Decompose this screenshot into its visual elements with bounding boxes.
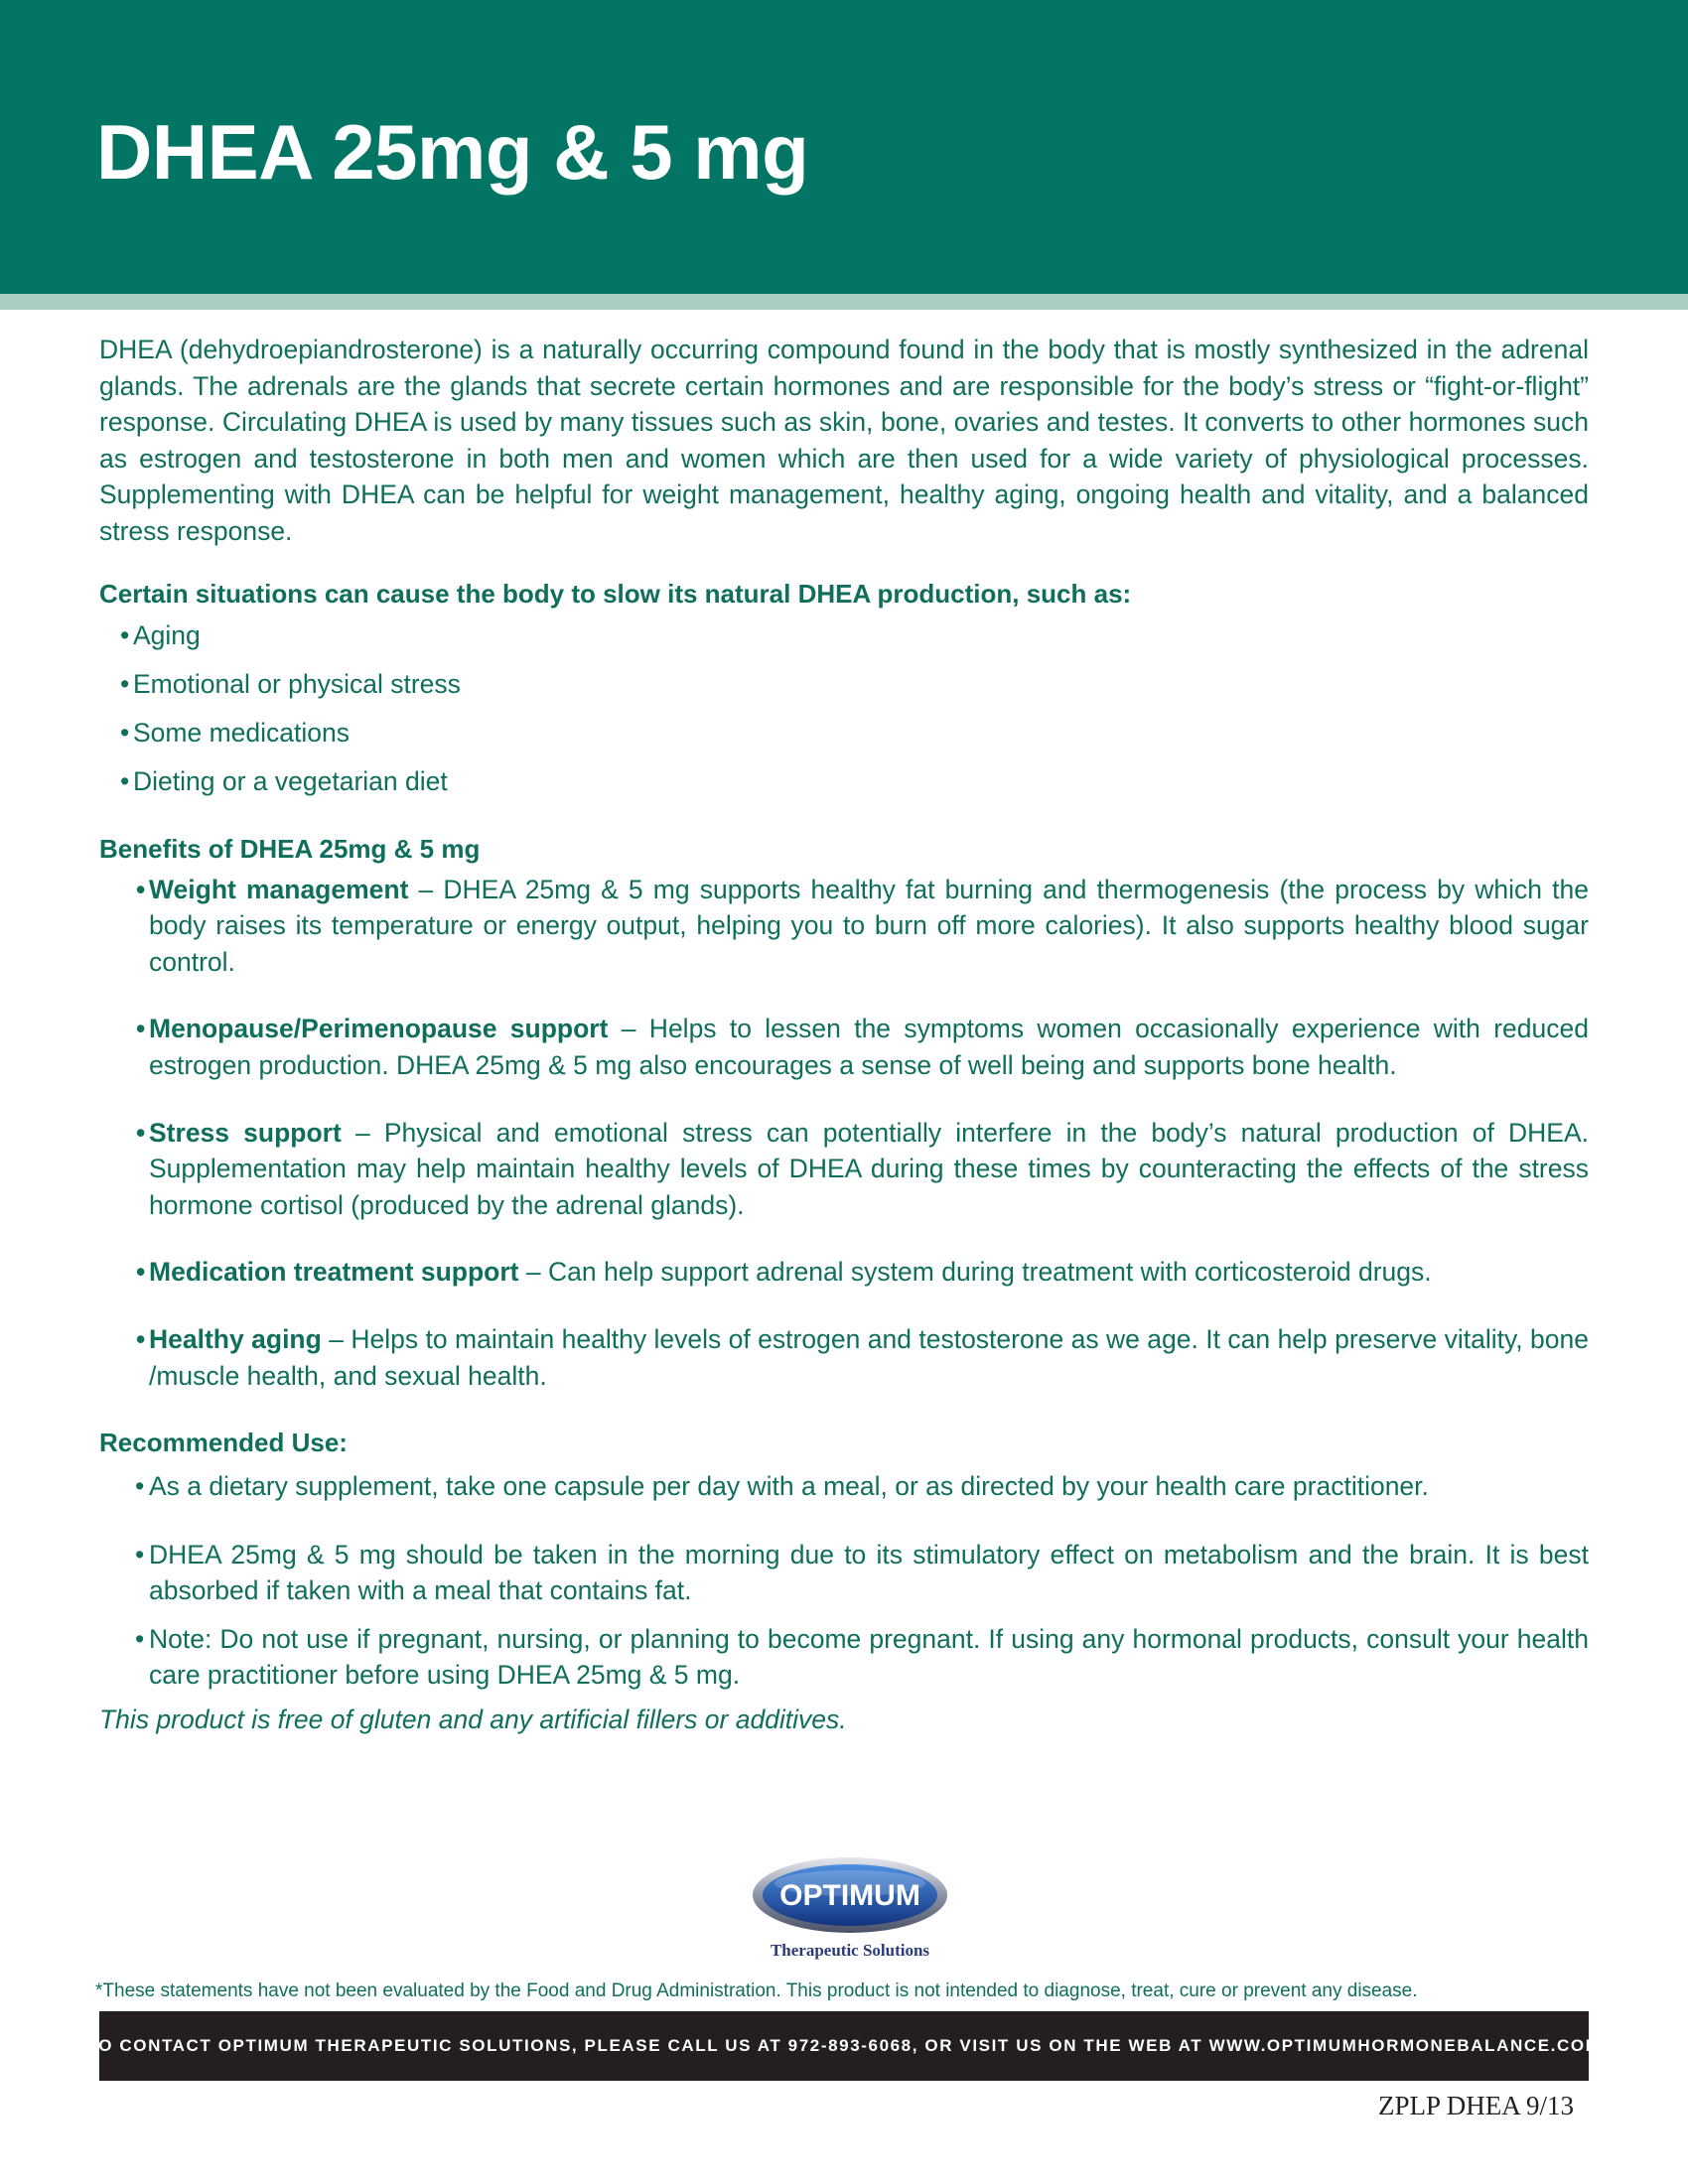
free-note: This product is free of gluten and any artificial fillers or additives.	[99, 1705, 847, 1735]
benefit-text: – Physical and emotional stress can potentially interfere in the body’s natural production of DHEA. Supplementation may help maintain healthy levels of DHEA during these times by counteracting the effects of the stress hormone cortisol (produced by the adrenal glands).	[149, 1117, 1590, 1220]
document-code: ZPLP DHEA 9/13	[1377, 2091, 1574, 2120]
benefit-text: – DHEA 25mg & 5 mg supports healthy fat burning and thermogenesis (the process by which the body raises its temperature or energy output, helping you to burn off more calories). It also supports healthy blood sugar control.	[149, 874, 1589, 977]
benefit-title: Weight management	[149, 874, 409, 904]
optimum-logo	[732, 1851, 970, 1971]
list-item: • Aging	[99, 612, 1589, 660]
intro-paragraph: DHEA (dehydroepiandrosterone) is a naturally occurring compound found in the body that is mostly synthesized in the adrenal glands. The adrenals are the glands that secrete certain hormones and are responsible for the body’s stress or “fight-or-flight” response. Circulating DHEA is used by many tissues such as skin, bone, ovaries and testes. It converts to other hormones such as estrogen and testosterone in both men and women which are then used for a wide variety of physiological processes. Supplementing with DHEA can be helpful for weight management, healthy aging, ongoing health and vitality, and a balanced stress response.	[99, 335, 1589, 546]
benefit-title: Stress support	[149, 1117, 342, 1148]
list-item	[99, 1011, 1589, 1083]
benefits-list	[99, 872, 1589, 1395]
list-item	[99, 1115, 1589, 1224]
header-band	[0, 0, 1688, 294]
logo-brand: OPTIMUM	[779, 1879, 920, 1912]
header-stripe	[0, 294, 1688, 310]
list-item: • Emotional or physical stress	[99, 660, 1589, 709]
benefit-title: Menopause/Perimenopause support	[149, 1014, 609, 1044]
list-item: • Note: Do not use if pregnant, nursing, or planning to become pregnant. If using any hormonal products, consult your health care practitioner before using DHEA 25mg & 5 mg.	[99, 1621, 1589, 1694]
recommended-heading: Recommended Use:	[99, 1428, 348, 1458]
logo-tagline: Therapeutic Solutions	[770, 1941, 930, 1960]
list-item: • Some medications	[99, 709, 1589, 757]
situations-heading: Certain situations can cause the body to slow its natural DHEA production, such as:	[99, 578, 1132, 609]
list-item: • Dieting or a vegetarian diet	[99, 757, 1589, 806]
list-item: • As a dietary supplement, take one capsule per day with a meal, or as directed by your health care practitioner.	[99, 1468, 1589, 1505]
benefit-title: Healthy aging	[149, 1323, 322, 1354]
benefits-heading: Benefits of DHEA 25mg & 5 mg	[99, 833, 481, 864]
benefit-text: – Can help support adrenal system during treatment with corticosteroid drugs.	[518, 1257, 1432, 1288]
benefit-text: – Helps to maintain healthy levels of estrogen and testosterone as we age. It can help preserve vitality, bone /muscle health, and sexual health.	[149, 1323, 1589, 1391]
page-title: DHEA 25mg & 5 mg	[96, 108, 809, 196]
contact-text: TO CONTACT OPTIMUM THERAPEUTIC SOLUTIONS, PLEASE CALL US AT 972-893-6068, OR VISIT US ON THE WEB AT WWW.OPTIMUMHORMONEBALANCE.COM	[86, 2036, 1602, 2055]
situations-list	[99, 612, 1589, 806]
list-item: • DHEA 25mg & 5 mg should be taken in the morning due to its stimulatory effect on metabolism and the brain. It is best absorbed if taken with a meal that contains fat.	[99, 1537, 1589, 1609]
benefit-title: Medication treatment support	[149, 1257, 519, 1288]
fda-disclaimer: *These statements have not been evaluated by the Food and Drug Administration. This product is not intended to diagnose, treat, cure or prevent any disease.	[95, 1980, 1418, 2001]
list-item	[99, 1254, 1589, 1291]
list-item	[99, 1321, 1589, 1394]
main-content	[99, 332, 1589, 1737]
benefit-text: – Helps to lessen the symptoms women occasionally experience with reduced estrogen production. DHEA 25mg & 5 mg also encourages a sense of well being and supports bone health.	[149, 1014, 1589, 1080]
optimum-logo-icon	[732, 1851, 970, 1971]
recommended-list	[99, 1468, 1589, 1694]
contact-bar	[86, 2011, 1602, 2081]
list-item	[99, 872, 1589, 981]
